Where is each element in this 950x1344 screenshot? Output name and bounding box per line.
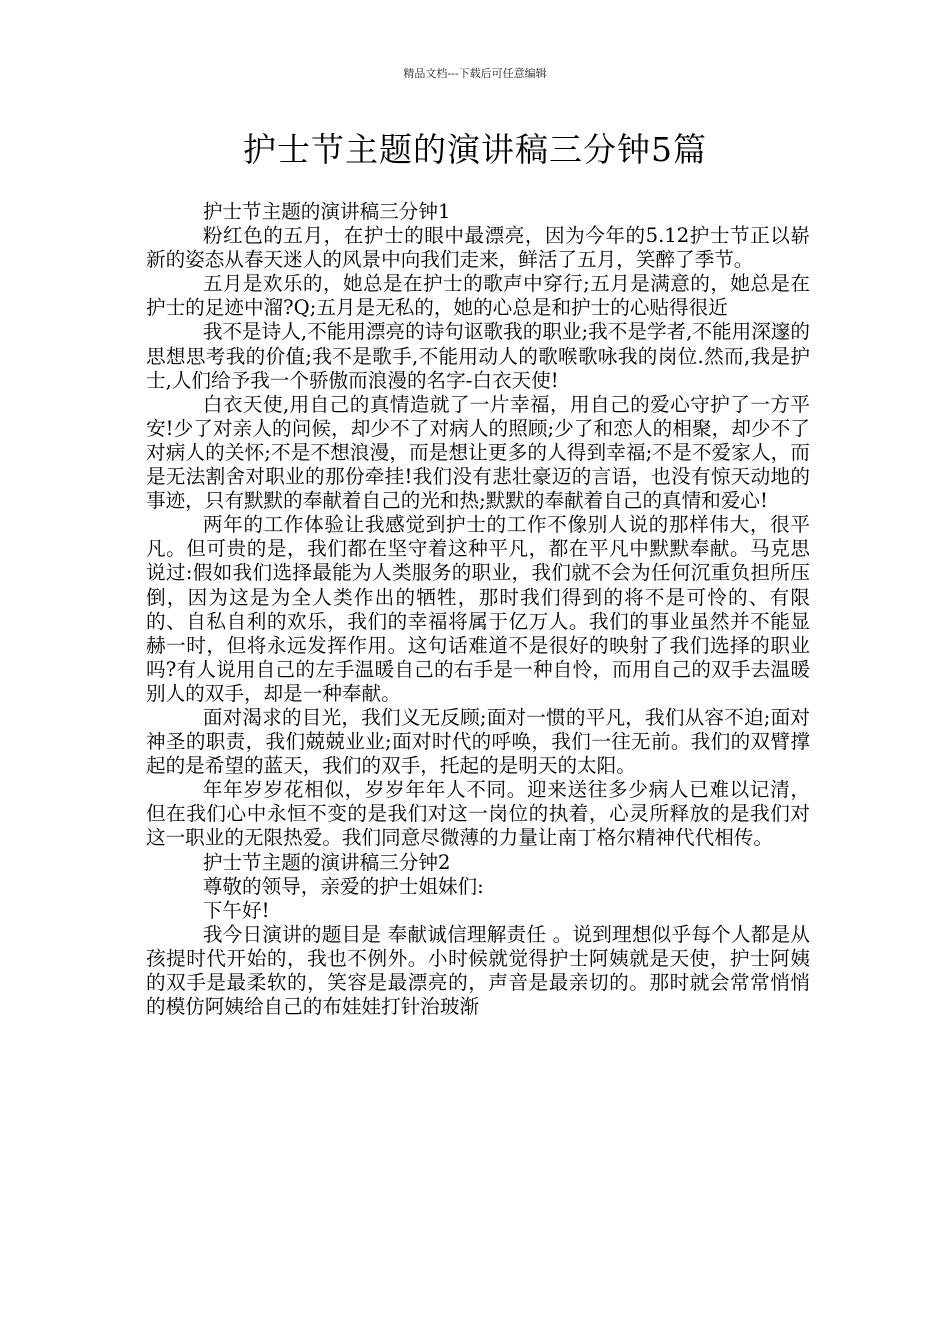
page-header-note: 精品文档---下载后可任意编辑 xyxy=(403,67,547,80)
document-title: 护士节主题的演讲稿三分钟5篇 xyxy=(243,130,707,169)
body-paragraph: 五月是欢乐的，她总是在护士的歌声中穿行;五月是满意的，她总是在护士的足迹中溜?Q;五月是无私的，她的心总是和护士的心贴得很近 xyxy=(146,272,810,320)
body-paragraph: 我今日演讲的题目是 奉献诚信理解责任 。说到理想似乎每个人都是从孩提时代开始的，我也不例外。小时候就觉得护士阿姨就是天使，护士阿姨的双手是最柔软的，笑容是最漂亮的，声音是最亲切的。那时就会常常悄悄的模仿阿姨给自己的布娃娃打针治玻渐 xyxy=(146,922,810,1019)
section-heading-2: 护士节主题的演讲稿三分钟2 xyxy=(202,850,451,874)
greeting: 下午好! xyxy=(202,898,270,922)
body-paragraph: 我不是诗人,不能用漂亮的诗句讴歌我的职业;我不是学者,不能用深邃的思想思考我的价值;我不是歌手,不能用动人的歌喉歌咏我的岗位.然而,我是护士,人们给予我一个骄傲而浪漫的名字-白衣天使! xyxy=(146,320,810,392)
body-paragraph: 年年岁岁花相似，岁岁年年人不同。迎来送往多少病人已难以记清，但在我们心中永恒不变的是我们对这一岗位的执着，心灵所释放的是我们对这一职业的无限热爱。我们同意尽微薄的力量让南丁格尔精神代代相传。 xyxy=(146,778,810,850)
salutation: 尊敬的领导，亲爱的护士姐妹们: xyxy=(202,874,484,898)
body-paragraph: 白衣天使,用自己的真情造就了一片幸福，用自己的爱心守护了一方平安!少了对亲人的问候，却少不了对病人的照顾;少了和恋人的相聚，却少不了对病人的关怀;不是不想浪漫，而是想让更多的人得到幸福;不是不爱家人，而是无法割舍对职业的那份牵挂!我们没有悲壮豪迈的言语，也没有惊天动地的事迹，只有默默的奉献着自己的光和热;默默的奉献着自己的真情和爱心! xyxy=(146,392,810,513)
body-paragraph: 两年的工作体验让我感觉到护士的工作不像别人说的那样伟大，很平凡。但可贵的是，我们都在坚守着这种平凡，都在平凡中默默奉献。马克思说过:假如我们选择最能为人类服务的职业，我们就不会为任何沉重负担所压倒，因为这是为全人类作出的牺牲，那时我们得到的将不是可怜的、有限的、自私自利的欢乐，我们的幸福将属于亿万人。我们的事业虽然并不能显赫一时，但将永远发挥作用。这句话难道不是很好的映射了我们选择的职业吗?有人说用自己的左手温暖自己的右手是一种自怜，而用自己的双手去温暖别人的双手，却是一种奉献。 xyxy=(146,513,810,705)
document-body xyxy=(146,200,810,1019)
section-heading-1: 护士节主题的演讲稿三分钟1 xyxy=(202,200,451,223)
body-paragraph: 面对渴求的目光，我们义无反顾;面对一惯的平凡，我们从容不迫;面对神圣的职责，我们兢兢业业;面对时代的呼唤，我们一往无前。我们的双臂撑起的是希望的蓝天，我们的双手，托起的是明天的太阳。 xyxy=(146,705,810,778)
body-paragraph: 粉红色的五月，在护士的眼中最漂亮，因为今年的5.12护士节正以崭新的姿态从春天迷人的风景中向我们走来，鲜活了五月，笑醉了季节。 xyxy=(146,224,810,272)
